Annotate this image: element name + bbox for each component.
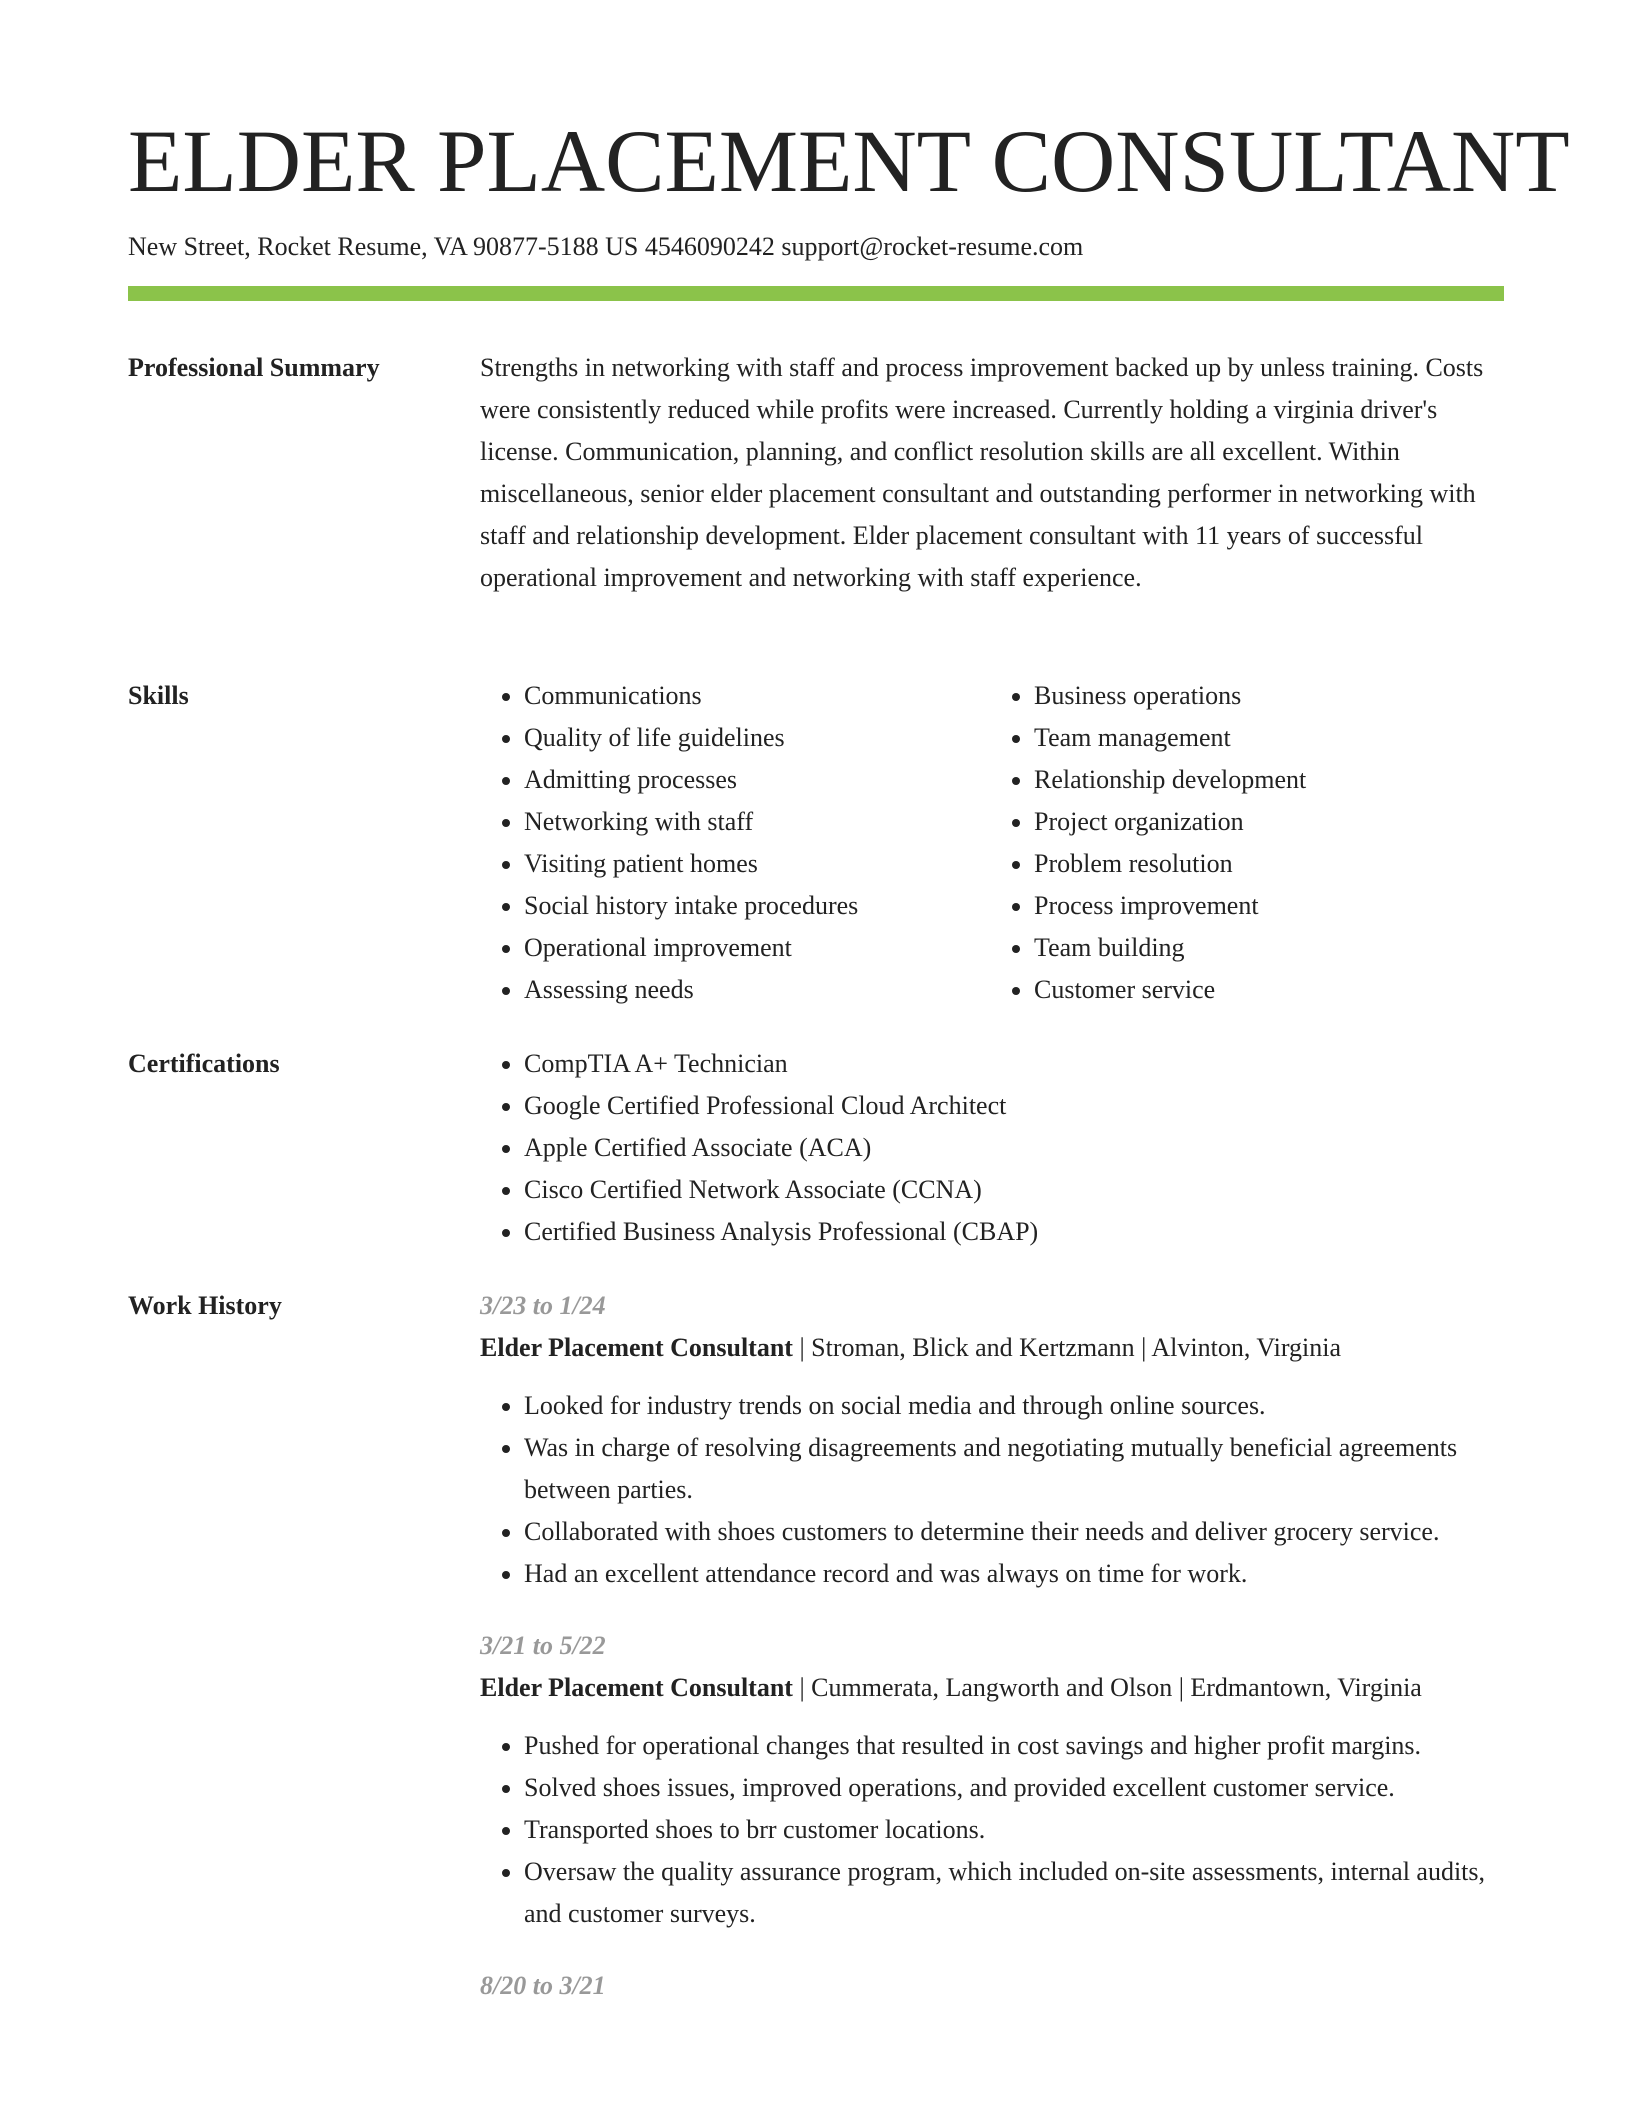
job-duties-list bbox=[480, 1385, 1500, 1595]
job-title: Elder Placement Consultant bbox=[480, 1673, 793, 1702]
skill-item: • Customer service bbox=[1034, 969, 1500, 1011]
certification-item: • CompTIA A+ Technician bbox=[524, 1043, 1500, 1085]
job-duty-item: • Solved shoes issues, improved operations, and provided excellent customer service. bbox=[524, 1767, 1500, 1809]
job-duty-item: • Oversaw the quality assurance program, which included on-site assessments, internal audits, and customer surveys. bbox=[524, 1851, 1500, 1935]
skill-item: • Social history intake procedures bbox=[524, 885, 990, 927]
section-label-certifications: Certifications bbox=[128, 1049, 280, 1078]
accent-divider bbox=[128, 286, 1504, 301]
summary-body bbox=[480, 347, 1500, 599]
section-label-summary: Professional Summary bbox=[128, 353, 380, 382]
work-history-body bbox=[480, 1285, 1500, 2037]
certifications-body bbox=[480, 1043, 1500, 1253]
job-duty-item: • Transported shoes to brr customer locations. bbox=[524, 1809, 1500, 1851]
skills-body bbox=[480, 675, 1500, 1011]
job-heading bbox=[480, 1327, 1500, 1369]
job-dates: 3/23 to 1/24 bbox=[480, 1291, 606, 1320]
skill-item: • Operational improvement bbox=[524, 927, 990, 969]
skills-column-right bbox=[990, 675, 1500, 1011]
certification-item: • Cisco Certified Network Associate (CCNA) bbox=[524, 1169, 1500, 1211]
certification-item: • Google Certified Professional Cloud Architect bbox=[524, 1085, 1500, 1127]
skills-column-left bbox=[480, 675, 990, 1011]
job-dates: 8/20 to 3/21 bbox=[480, 1971, 606, 2000]
job-duty-item: • Pushed for operational changes that resulted in cost savings and higher profit margins. bbox=[524, 1725, 1500, 1767]
job-duty-item: • Had an excellent attendance record and was always on time for work. bbox=[524, 1553, 1500, 1595]
job-duty-item: • Collaborated with shoes customers to determine their needs and deliver grocery service. bbox=[524, 1511, 1500, 1553]
section-label-work-history: Work History bbox=[128, 1291, 282, 1320]
skill-item: • Quality of life guidelines bbox=[524, 717, 990, 759]
certification-item: • Apple Certified Associate (ACA) bbox=[524, 1127, 1500, 1169]
skill-item: • Assessing needs bbox=[524, 969, 990, 1011]
section-label-skills: Skills bbox=[128, 681, 189, 710]
job-duty-item: • Looked for industry trends on social media and through online sources. bbox=[524, 1385, 1500, 1427]
skill-item: • Team management bbox=[1034, 717, 1500, 759]
page-title: ELDER PLACEMENT CONSULTANT bbox=[128, 113, 1570, 211]
certification-item: • Certified Business Analysis Professional (CBAP) bbox=[524, 1211, 1500, 1253]
job-entry bbox=[480, 1285, 1500, 1595]
job-entry bbox=[480, 1965, 1500, 2007]
job-entry bbox=[480, 1625, 1500, 1935]
job-employer-location: | Cummerata, Langworth and Olson | Erdmantown, Virginia bbox=[792, 1673, 1422, 1702]
skill-item: • Communications bbox=[524, 675, 990, 717]
certifications-list bbox=[480, 1043, 1500, 1253]
skill-item: • Networking with staff bbox=[524, 801, 990, 843]
skill-item: • Project organization bbox=[1034, 801, 1500, 843]
skill-item: • Problem resolution bbox=[1034, 843, 1500, 885]
skill-item: • Process improvement bbox=[1034, 885, 1500, 927]
job-duties-list bbox=[480, 1725, 1500, 1935]
skill-item: • Admitting processes bbox=[524, 759, 990, 801]
skill-item: • Visiting patient homes bbox=[524, 843, 990, 885]
job-heading bbox=[480, 1667, 1500, 1709]
resume-header bbox=[128, 113, 1570, 262]
contact-line: New Street, Rocket Resume, VA 90877-5188 US 4546090242 support@rocket-resume.com bbox=[128, 232, 1084, 261]
job-duty-item: • Was in charge of resolving disagreements and negotiating mutually beneficial agreements between parties. bbox=[524, 1427, 1500, 1511]
skill-item: • Business operations bbox=[1034, 675, 1500, 717]
job-employer-location: | Stroman, Blick and Kertzmann | Alvinton, Virginia bbox=[792, 1333, 1341, 1362]
skill-item: • Team building bbox=[1034, 927, 1500, 969]
job-dates: 3/21 to 5/22 bbox=[480, 1631, 606, 1660]
summary-text: Strengths in networking with staff and process improvement backed up by unless training. Costs were consistently reduced while profits were increased. Currently holding a virginia driver's license. Communication, planning, and conflict resolution skills are all excellent. Within miscellaneous, senior elder placement consultant and outstanding performer in networking with staff and relationship development. Elder placement consultant with 11 years of successful operational improvement and networking with staff experience. bbox=[480, 353, 1484, 592]
job-title: Elder Placement Consultant bbox=[480, 1333, 793, 1362]
skill-item: • Relationship development bbox=[1034, 759, 1500, 801]
